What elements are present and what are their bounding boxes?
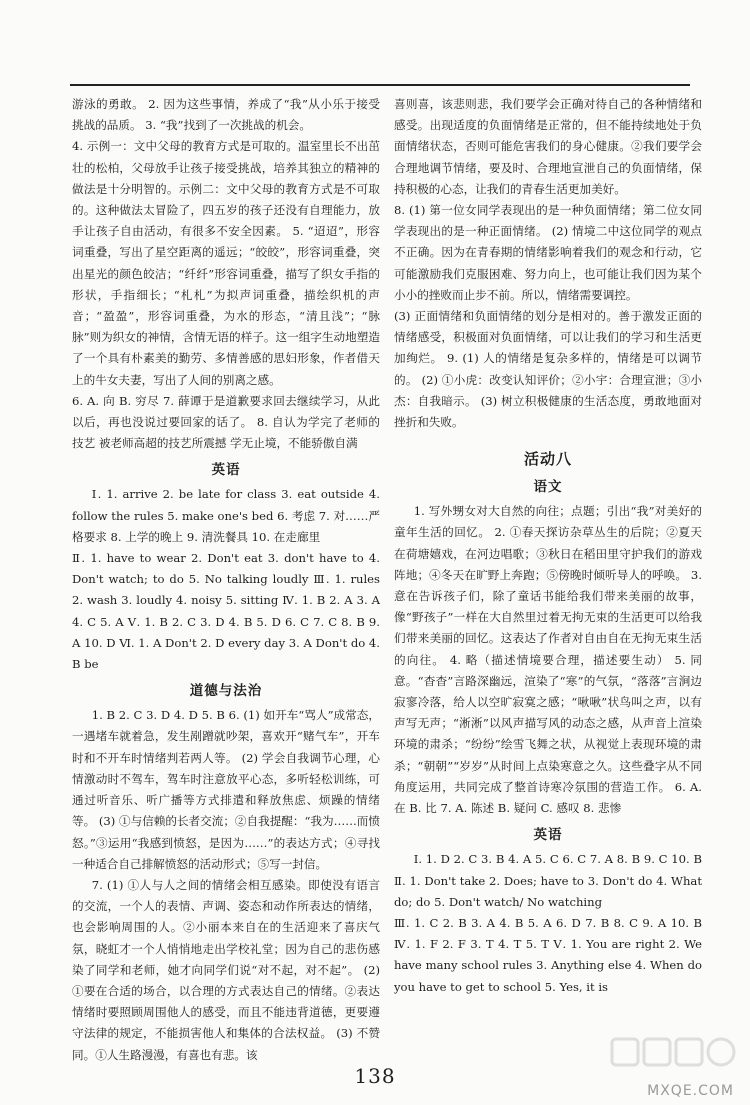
header-rule — [70, 84, 690, 86]
answer-paragraph: Ⅱ. 1. have to wear 2. Don't eat 3. don't have to 4. Don't watch; to do 5. No talking loudly Ⅲ. 1. rules 2. wash 3. loudly 4. noisy 5. sitting Ⅳ. 1. B 2. A 3. A 4. C 5. A Ⅴ. 1. B 2. C 3. D 4. B 5. D 6. C 7. C 8. B 9. A 10. D Ⅵ. 1. A Don't 2. D every day 3. A Don't do 4. B be — [72, 551, 380, 672]
watermark-text: MXQE.COM — [647, 1083, 734, 1099]
answer-paragraph: (3) 正面情绪和负面情绪的划分是相对的。善于激发正面的情绪感受，积极面对负面情绪，可以让我们的学习和生活更加绚烂。 9. (1) 人的情绪是复杂多样的，情绪是可以调节的。 (2) ①小虎：改变认知评价；②小宇：合理宣泄；③小杰：自我暗示。 (3) 树立积极健康的生活态度，勇敢地面对挫折和失败。 — [394, 309, 702, 430]
answer-paragraph: 8. (1) 第一位女同学表现出的是一种负面情绪；第二位女同学表现出的是一种正面情绪。 (2) 情境二中这位同学的观点不正确。因为在青春期的情绪影响着我们的观念和行动，它可能激励我们克服困难、努力向上，也可能让我们因为某个小小的挫败而止步不前。所以，情绪需要调控。 — [394, 203, 702, 302]
page-number: 138 — [354, 1064, 396, 1088]
answer-paragraph: 1. B 2. C 3. D 4. D 5. B 6. (1) 如开车“骂人”成常态，一遇堵车就着急，发生剐蹭就吵架，喜欢开“赌气车”，开车时和不开车时情绪判若两人等。 (2) 学会自我调节心理，心情激动时不驾车，驾车时注意放平心态，多听轻松训练，可通过听音乐、听广播等方式排遣和释放焦虑、烦躁的情绪等。 (3) ①与信赖的长者交流；②自我提醒：“我为……而愤怒。”③运用“我感到愤怒，是因为……”的表达方式；④寻找一种适合自己排解愤怒的活动形式；⑤写一封信。 — [72, 708, 380, 871]
answer-paragraph: 4. 示例一：文中父母的教育方式是可取的。温室里长不出茁壮的松柏，父母放手让孩子接受挑战，培养其独立的精神的做法是十分明智的。示例二：文中父母的教育方式是不可取的。这种做法太冒险了，四五岁的孩子还没有自理能力，放手让孩子自由活动，有很多不安全因素。 5. “迢迢”，形容词重叠，写出了星空距离的遥远；“皎皎”，形容词重叠，突出星光的颜色皎洁；“纤纤”形容词重叠，描写了织女手指的形状，手指细长；“札札”为拟声词重叠，描绘织机的声音；“盈盈”，形容词重叠，为水的形态，“清且浅”；“脉脉”则为织女的神情，含情无语的样子。这一组字生动地塑造了一个具有朴素美的勤劳、多情善感的思妇形象，作者借天上的牛女夫妻，写出了人间的别离之感。 — [72, 139, 380, 387]
answer-paragraph: 6. A. 向 B. 穷尽 7. 薛谭于是道歉要求回去继续学习，从此以后，再也没说过要回家的话了。 8. 自认为学完了老师的技艺 被老师高超的技艺所震撼 学无止境，不能骄傲自满 — [72, 393, 380, 451]
section-heading: 英语 — [533, 827, 563, 844]
activity-heading: 活动八 — [523, 450, 572, 469]
answer-paragraph: 1. 写外甥女对大自然的向往；点题；引出“我”对美好的童年生活的回忆。 2. ①春天探访杂草丛生的后院；②夏天在荷塘嬉戏，在河边唱歌；③秋日在稻田里守护我们的游戏阵地；④冬天在旷野上奔跑；⑤傍晚时倾听导人的呼唤。 3. 意在告诉孩子们，除了童话书能给我们带来美丽的故事，像“野孩子”一样在大自然里过着无拘无束的生活更可以给我们带来美丽的回忆。这表达了作者对自由自在无拘无束生活的向往。 4. 略（描述情境要合理，描述要生动） 5. 同意。“杳杳”言路深幽远，渲染了“寒”的气氛，“落落”言涧边寂寥冷落，给人以空旷寂寞之感；“啾啾”状鸟叫之声，以有声写无声；“淅淅”以风声描写风的动态之感，从声音上渲染环境的肃杀；“纷纷”绘雪飞舞之状，从视觉上表现环境的肃杀；“朝朝”“岁岁”从时间上点染寒意之久。这些叠字从不同角度运用，共同完成了整首诗寒冷氛围的营造工作。 6. A. 在 B. 比 7. A. 陈述 B. 疑问 C. 感叹 8. 悲惨 — [394, 504, 702, 816]
answer-paragraph: Ⅲ. 1. C 2. B 3. A 4. B 5. A 6. D 7. B 8. C 9. A 10. B Ⅳ. 1. F 2. F 3. T 4. T 5. T Ⅴ. 1. You are right 2. We have many school rules 3. Anything else 4. When do you have to get to school 5. Yes, it is — [394, 915, 702, 994]
answer-paragraph: 7. (1) ①人与人之间的情绪会相互感染。即使没有语言的交流，一个人的表情、声调、姿态和动作所表达的情绪，也会影响周围的人。②小丽本来自在的生活迎来了喜庆气氛，晓虹才一个人悄悄地走出学校礼堂；因为自己的悲伤感染了同学和老师，她才向同学们说“对不起，对不起”。 (2) ①要在合适的场合，以合理的方式表达自己的情绪。②表达情绪时要照顾周围他人的感受，而且不能违背道德，更要遵守法律的规定，不能损害他人和集体的合法权益。 (3) 不赞同。①人生路漫漫，有喜也有悲。该 — [72, 877, 380, 1062]
answer-paragraph: Ⅰ. 1. D 2. C 3. B 4. A 5. C 6. C 7. A 8. B 9. C 10. B Ⅱ. 1. Don't take 2. Does; have to 3. Don't do 4. What do; do 5. Don't watch/ No watching — [394, 852, 702, 909]
left-column — [72, 94, 380, 1066]
section-heading: 语文 — [533, 479, 563, 496]
answer-paragraph: Ⅰ. 1. arrive 2. be late for class 3. eat outside 4. follow the rules 5. make one's bed 6. 考虑 7. 对……严格要求 8. 上学的晚上 9. 清洗餐具 10. 在走廊里 — [72, 487, 380, 544]
answer-paragraph: 游泳的勇敢。 2. 因为这些事情，养成了“我”从小乐于接受挑战的品质。 3. “我”找到了一次挑战的机会。 — [72, 97, 380, 133]
section-heading: 道德与法治 — [189, 683, 263, 700]
answer-paragraph: 喜则喜，该悲则悲，我们要学会正确对待自己的各种情绪和感受。出现适度的负面情绪是正常的，但不能持续地处于负面情绪状态，否则可能危害我们的身心健康。②我们要学会合理地调节情绪，要及时、合理地宣泄自己的负面情绪，保持积极的心态，让我们的青春生活更加美好。 — [394, 97, 702, 196]
right-column — [394, 94, 702, 998]
section-heading: 英语 — [211, 462, 241, 479]
